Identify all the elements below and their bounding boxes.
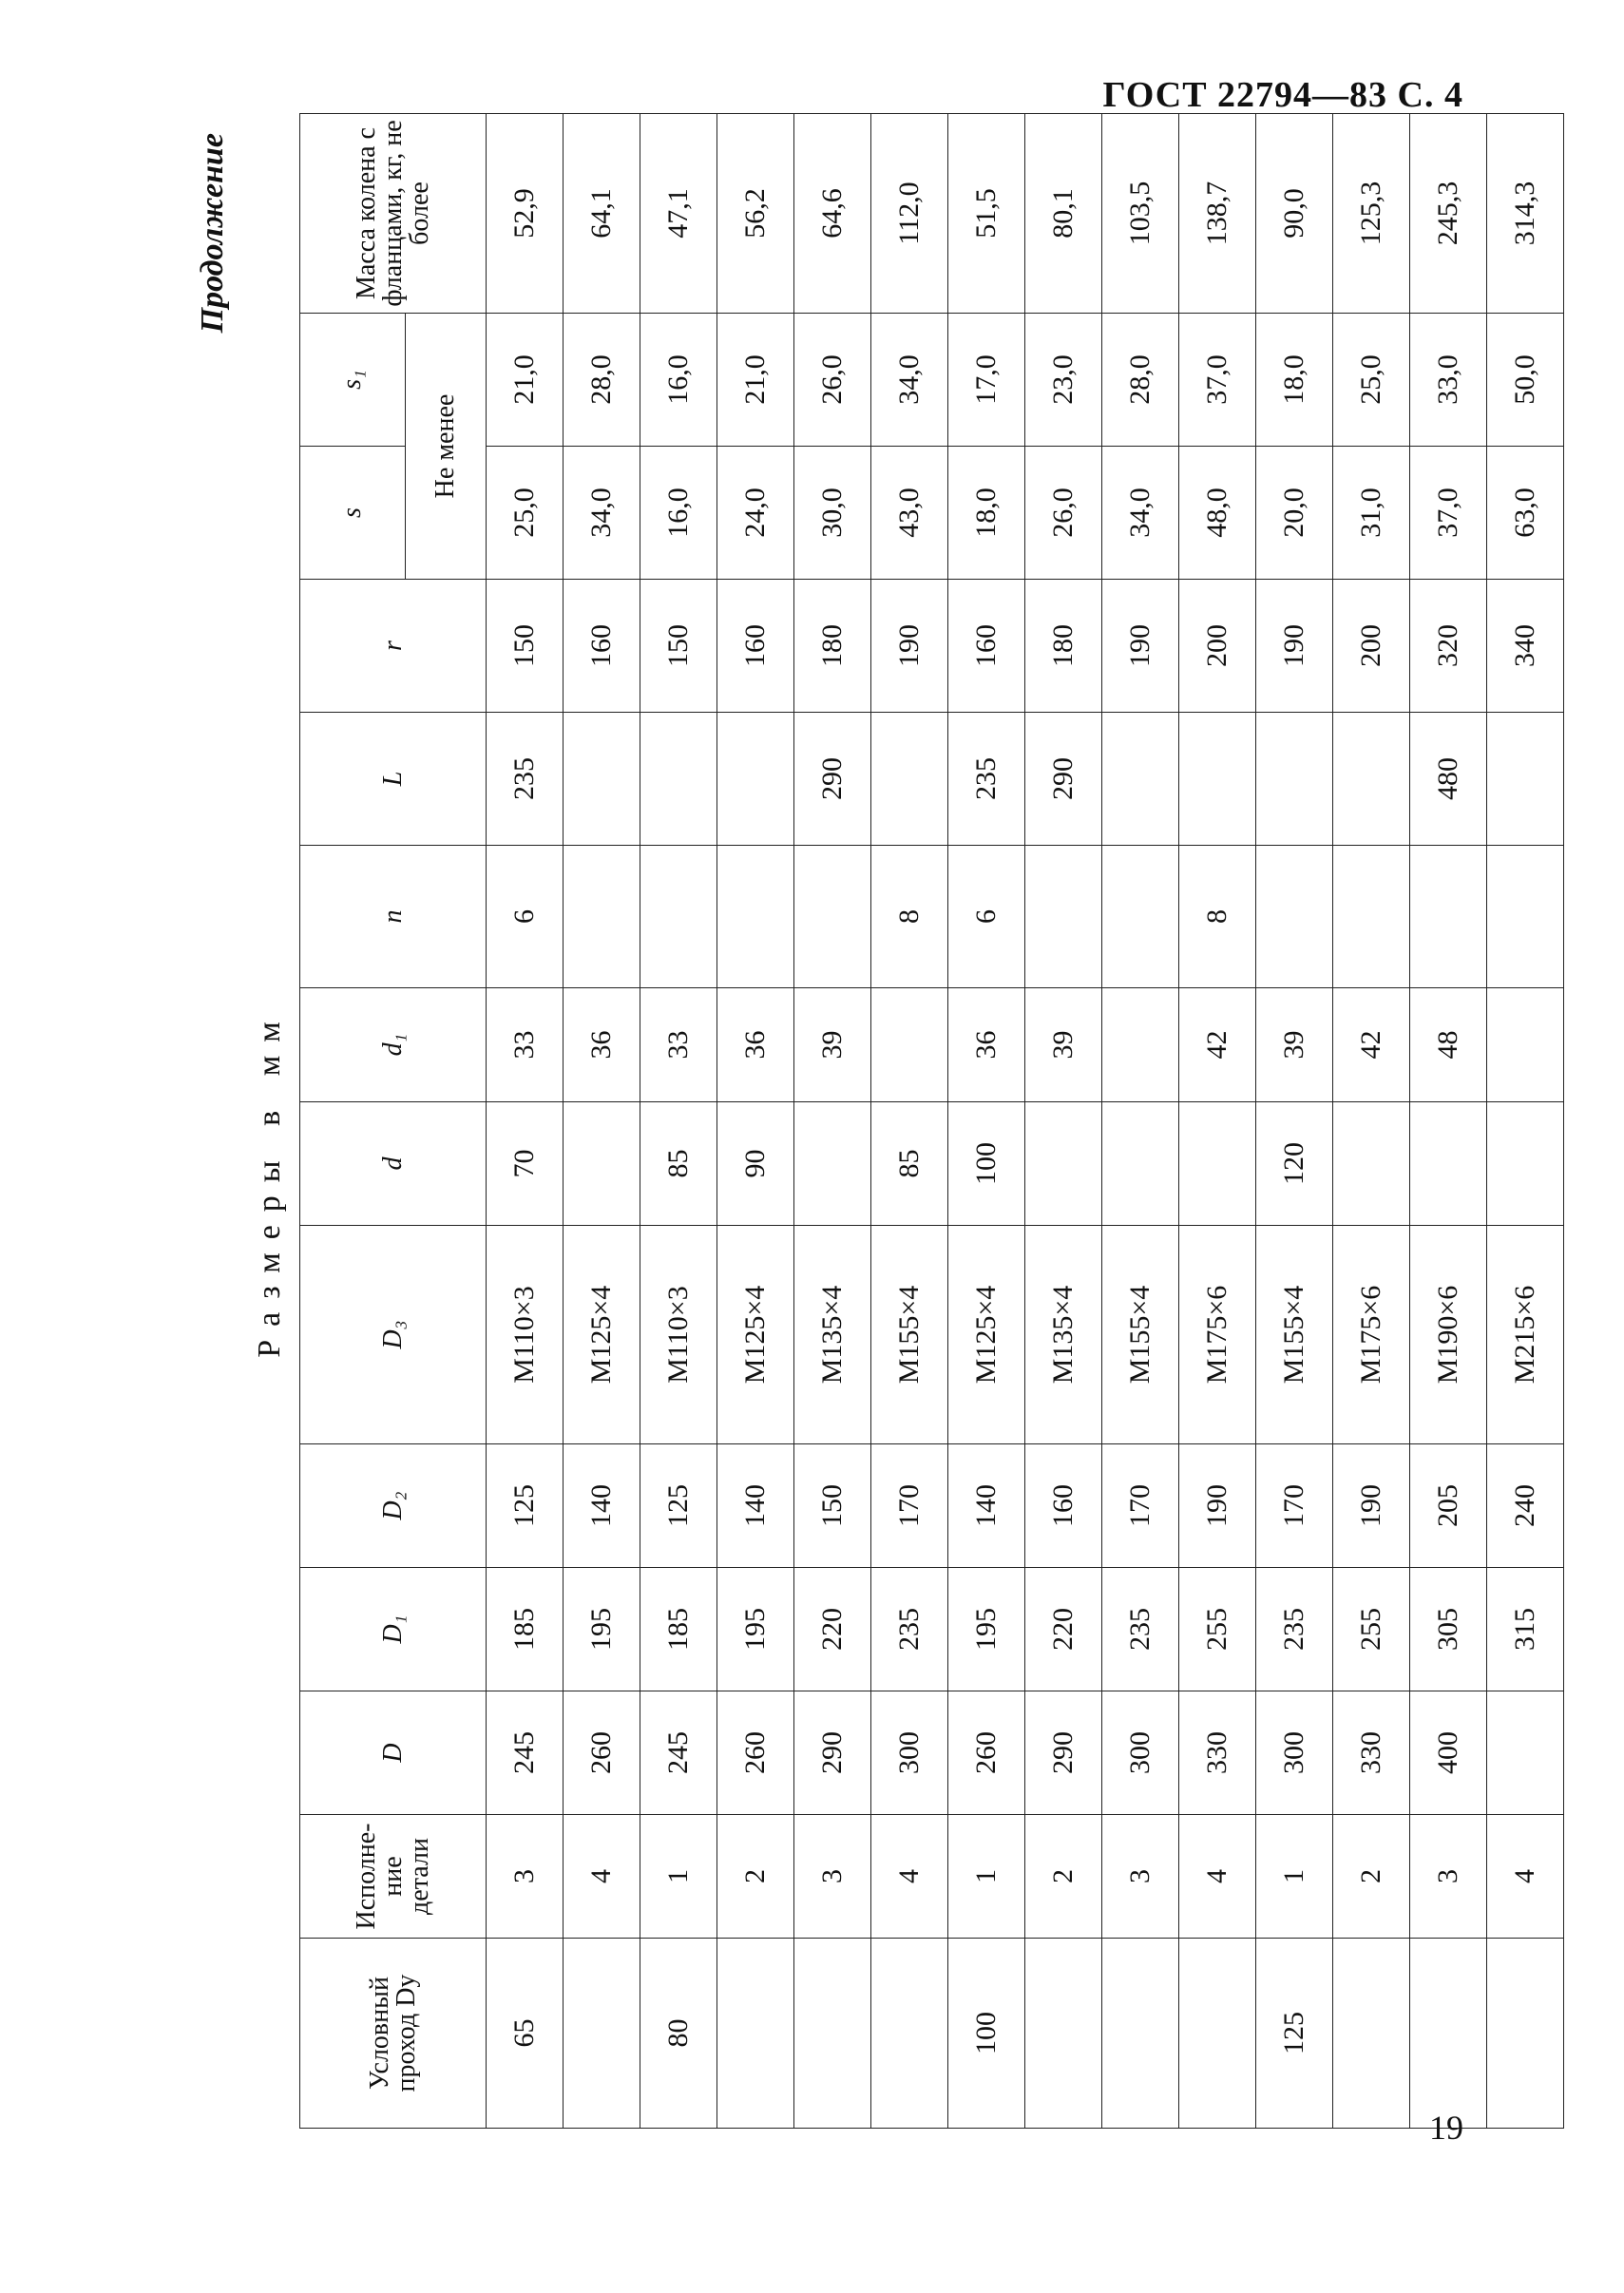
cell-d: 85 — [871, 1102, 948, 1226]
cell-d1: 39 — [1256, 988, 1333, 1102]
table-row — [640, 114, 717, 2129]
cell-d2: 140 — [564, 1444, 640, 1568]
cell-mass: 51,5 — [948, 114, 1025, 314]
cell-d: 85 — [640, 1102, 717, 1226]
cell-mass: 90,0 — [1256, 114, 1333, 314]
cell-d: 70 — [487, 1102, 564, 1226]
col-header-D3: D₃ — [300, 1226, 487, 1444]
cell-s: 18,0 — [948, 447, 1025, 580]
cell-d1: 235 — [1102, 1568, 1179, 1691]
cell-d2: 150 — [794, 1444, 871, 1568]
cell-variant: 3 — [794, 1815, 871, 1939]
cell-mass: 64,1 — [564, 114, 640, 314]
cell-s1: 28,0 — [564, 314, 640, 447]
cell-d1: 36 — [717, 988, 794, 1102]
cell-r: 200 — [1179, 580, 1256, 713]
cell-d1 — [871, 988, 948, 1102]
cell-l: 235 — [487, 713, 564, 846]
cell-d1: 305 — [1410, 1568, 1487, 1691]
cell-l — [1179, 713, 1256, 846]
cell-mass: 112,0 — [871, 114, 948, 314]
dimensions-table — [299, 113, 1564, 2129]
col-header-s1: s₁ — [300, 314, 406, 447]
cell-variant: 4 — [1179, 1815, 1256, 1939]
cell-d3: M125×4 — [717, 1226, 794, 1444]
table-row — [487, 114, 564, 2129]
continuation-label: Продолжение — [195, 133, 230, 334]
cell-d1: 220 — [794, 1568, 871, 1691]
cell-variant: 2 — [1025, 1815, 1102, 1939]
cell-d — [1410, 1102, 1487, 1226]
cell-n: 8 — [871, 846, 948, 988]
cell-d3: M175×6 — [1179, 1226, 1256, 1444]
table-row — [1333, 114, 1410, 2129]
cell-dy — [564, 1939, 640, 2129]
cell-variant: 2 — [1333, 1815, 1410, 1939]
cell-s: 25,0 — [487, 447, 564, 580]
cell-dy — [794, 1939, 871, 2129]
cell-d — [794, 1102, 871, 1226]
cell-d: 300 — [1102, 1691, 1179, 1815]
cell-d1: 185 — [487, 1568, 564, 1691]
cell-d1: 36 — [948, 988, 1025, 1102]
page-number: 19 — [1429, 2109, 1463, 2147]
cell-d1 — [1487, 988, 1564, 1102]
cell-d1: 48 — [1410, 988, 1487, 1102]
cell-s: 63,0 — [1487, 447, 1564, 580]
cell-r: 150 — [487, 580, 564, 713]
col-header-d: d — [300, 1102, 487, 1226]
table-row — [1410, 114, 1487, 2129]
table-row — [564, 114, 640, 2129]
col-header-D: D — [300, 1691, 487, 1815]
cell-d1: 255 — [1179, 1568, 1256, 1691]
col-header-not-less: Не менее — [406, 314, 487, 580]
cell-d: 120 — [1256, 1102, 1333, 1226]
cell-s: 48,0 — [1179, 447, 1256, 580]
cell-s: 37,0 — [1410, 447, 1487, 580]
cell-d3: M190×6 — [1410, 1226, 1487, 1444]
cell-l: 480 — [1410, 713, 1487, 846]
cell-s: 34,0 — [564, 447, 640, 580]
cell-n: 6 — [487, 846, 564, 988]
cell-n — [564, 846, 640, 988]
col-header-n: n — [300, 846, 487, 988]
table-row — [1179, 114, 1256, 2129]
cell-d1: 220 — [1025, 1568, 1102, 1691]
cell-s1: 28,0 — [1102, 314, 1179, 447]
cell-mass: 64,6 — [794, 114, 871, 314]
cell-d: 100 — [948, 1102, 1025, 1226]
cell-dy — [1179, 1939, 1256, 2129]
cell-d3: M155×4 — [1256, 1226, 1333, 1444]
cell-d2: 140 — [717, 1444, 794, 1568]
cell-dy: 125 — [1256, 1939, 1333, 2129]
cell-r: 190 — [1102, 580, 1179, 713]
cell-r: 150 — [640, 580, 717, 713]
cell-d3: M125×4 — [948, 1226, 1025, 1444]
table-row — [871, 114, 948, 2129]
cell-d3: M135×4 — [1025, 1226, 1102, 1444]
cell-n — [1410, 846, 1487, 988]
cell-n — [1102, 846, 1179, 988]
cell-n — [794, 846, 871, 988]
cell-r: 160 — [564, 580, 640, 713]
cell-d — [564, 1102, 640, 1226]
cell-d — [1179, 1102, 1256, 1226]
cell-dy — [1333, 1939, 1410, 2129]
cell-dy: 100 — [948, 1939, 1025, 2129]
cell-l — [1333, 713, 1410, 846]
cell-variant: 4 — [1487, 1815, 1564, 1939]
cell-n — [1256, 846, 1333, 988]
cell-d: 260 — [564, 1691, 640, 1815]
cell-d2: 140 — [948, 1444, 1025, 1568]
cell-r: 340 — [1487, 580, 1564, 713]
cell-variant: 4 — [564, 1815, 640, 1939]
cell-d1: 42 — [1333, 988, 1410, 1102]
cell-r: 180 — [794, 580, 871, 713]
cell-d1: 42 — [1179, 988, 1256, 1102]
table-body — [487, 114, 1564, 2129]
cell-d: 400 — [1410, 1691, 1487, 1815]
cell-d1: 195 — [564, 1568, 640, 1691]
cell-d1: 185 — [640, 1568, 717, 1691]
table-row — [948, 114, 1025, 2129]
cell-s1: 17,0 — [948, 314, 1025, 447]
table-row — [794, 114, 871, 2129]
cell-d2: 240 — [1487, 1444, 1564, 1568]
cell-d1: 36 — [564, 988, 640, 1102]
cell-r: 160 — [948, 580, 1025, 713]
col-header-s: s — [300, 447, 406, 580]
cell-variant: 3 — [487, 1815, 564, 1939]
col-header-d1: d₁ — [300, 988, 487, 1102]
cell-r: 160 — [717, 580, 794, 713]
cell-variant: 1 — [640, 1815, 717, 1939]
cell-variant: 3 — [1410, 1815, 1487, 1939]
cell-n — [1487, 846, 1564, 988]
col-header-r: r — [300, 580, 487, 713]
cell-d3: M110×3 — [487, 1226, 564, 1444]
cell-dy — [717, 1939, 794, 2129]
cell-mass: 47,1 — [640, 114, 717, 314]
cell-s: 43,0 — [871, 447, 948, 580]
cell-s: 24,0 — [717, 447, 794, 580]
cell-d — [1487, 1102, 1564, 1226]
cell-l — [1487, 713, 1564, 846]
cell-d2: 125 — [487, 1444, 564, 1568]
cell-mass: 314,3 — [1487, 114, 1564, 314]
cell-mass: 103,5 — [1102, 114, 1179, 314]
cell-s1: 26,0 — [794, 314, 871, 447]
cell-variant: 1 — [948, 1815, 1025, 1939]
dimensions-caption: Размеры в мм — [252, 1008, 287, 1358]
cell-mass: 80,1 — [1025, 114, 1102, 314]
cell-s1: 21,0 — [487, 314, 564, 447]
cell-s1: 16,0 — [640, 314, 717, 447]
cell-s1: 37,0 — [1179, 314, 1256, 447]
cell-r: 190 — [1256, 580, 1333, 713]
col-header-D1: D₁ — [300, 1568, 487, 1691]
document-header: ГОСТ 22794—83 С. 4 — [1102, 75, 1463, 115]
cell-d3: M215×6 — [1487, 1226, 1564, 1444]
cell-d2: 205 — [1410, 1444, 1487, 1568]
cell-d3: M135×4 — [794, 1226, 871, 1444]
cell-l — [871, 713, 948, 846]
col-header-dy: Условный проход Dу — [300, 1939, 487, 2129]
cell-s1: 21,0 — [717, 314, 794, 447]
table-row — [1256, 114, 1333, 2129]
cell-mass: 138,7 — [1179, 114, 1256, 314]
cell-s1: 25,0 — [1333, 314, 1410, 447]
cell-s1: 50,0 — [1487, 314, 1564, 447]
cell-d3: M125×4 — [564, 1226, 640, 1444]
cell-n — [1333, 846, 1410, 988]
cell-d: 290 — [794, 1691, 871, 1815]
col-header-D2: D₂ — [300, 1444, 487, 1568]
cell-d3: M155×4 — [871, 1226, 948, 1444]
cell-mass: 52,9 — [487, 114, 564, 314]
cell-s: 34,0 — [1102, 447, 1179, 580]
cell-l — [564, 713, 640, 846]
cell-d — [1025, 1102, 1102, 1226]
cell-variant: 3 — [1102, 1815, 1179, 1939]
cell-n — [717, 846, 794, 988]
cell-d1: 255 — [1333, 1568, 1410, 1691]
cell-d: 290 — [1025, 1691, 1102, 1815]
cell-d1 — [1102, 988, 1179, 1102]
cell-d3: M155×4 — [1102, 1226, 1179, 1444]
cell-d2: 125 — [640, 1444, 717, 1568]
cell-d: 245 — [487, 1691, 564, 1815]
col-header-variant: Исполне-ние детали — [300, 1815, 487, 1939]
cell-d2: 170 — [1102, 1444, 1179, 1568]
cell-l — [640, 713, 717, 846]
table-row — [717, 114, 794, 2129]
cell-l — [717, 713, 794, 846]
cell-d1: 235 — [1256, 1568, 1333, 1691]
cell-r: 190 — [871, 580, 948, 713]
cell-d: 330 — [1179, 1691, 1256, 1815]
cell-d — [1333, 1102, 1410, 1226]
cell-dy — [871, 1939, 948, 2129]
cell-s: 16,0 — [640, 447, 717, 580]
cell-d2: 160 — [1025, 1444, 1102, 1568]
col-header-mass: Масса колена с фланцами, кг, не более — [300, 114, 487, 314]
cell-d: 260 — [717, 1691, 794, 1815]
cell-dy: 80 — [640, 1939, 717, 2129]
cell-l — [1102, 713, 1179, 846]
cell-d — [1487, 1691, 1564, 1815]
cell-mass: 125,3 — [1333, 114, 1410, 314]
cell-d3: M110×3 — [640, 1226, 717, 1444]
cell-mass: 245,3 — [1410, 114, 1487, 314]
cell-d: 300 — [871, 1691, 948, 1815]
cell-s1: 33,0 — [1410, 314, 1487, 447]
cell-d: 300 — [1256, 1691, 1333, 1815]
cell-l: 290 — [1025, 713, 1102, 846]
table-row — [1487, 114, 1564, 2129]
cell-d1: 195 — [717, 1568, 794, 1691]
cell-d: 330 — [1333, 1691, 1410, 1815]
cell-d2: 190 — [1179, 1444, 1256, 1568]
cell-dy: 65 — [487, 1939, 564, 2129]
col-header-L: L — [300, 713, 487, 846]
cell-dy — [1487, 1939, 1564, 2129]
cell-s: 26,0 — [1025, 447, 1102, 580]
cell-d1: 315 — [1487, 1568, 1564, 1691]
cell-s1: 34,0 — [871, 314, 948, 447]
cell-n — [640, 846, 717, 988]
cell-d3: M175×6 — [1333, 1226, 1410, 1444]
cell-s1: 23,0 — [1025, 314, 1102, 447]
cell-s: 20,0 — [1256, 447, 1333, 580]
cell-r: 320 — [1410, 580, 1487, 713]
cell-variant: 4 — [871, 1815, 948, 1939]
cell-n: 8 — [1179, 846, 1256, 988]
cell-d1: 235 — [871, 1568, 948, 1691]
table-row — [1102, 114, 1179, 2129]
rotated-table-sheet — [195, 120, 1540, 2129]
cell-d: 90 — [717, 1102, 794, 1226]
cell-variant: 1 — [1256, 1815, 1333, 1939]
cell-d2: 170 — [871, 1444, 948, 1568]
cell-r: 180 — [1025, 580, 1102, 713]
cell-d1: 33 — [487, 988, 564, 1102]
cell-dy — [1025, 1939, 1102, 2129]
cell-variant: 2 — [717, 1815, 794, 1939]
table-row — [1025, 114, 1102, 2129]
cell-d1: 195 — [948, 1568, 1025, 1691]
cell-d: 245 — [640, 1691, 717, 1815]
cell-s: 31,0 — [1333, 447, 1410, 580]
cell-d2: 190 — [1333, 1444, 1410, 1568]
cell-d1: 39 — [1025, 988, 1102, 1102]
cell-s: 30,0 — [794, 447, 871, 580]
cell-n — [1025, 846, 1102, 988]
cell-d1: 39 — [794, 988, 871, 1102]
cell-d: 260 — [948, 1691, 1025, 1815]
cell-d1: 33 — [640, 988, 717, 1102]
cell-l — [1256, 713, 1333, 846]
cell-d2: 170 — [1256, 1444, 1333, 1568]
cell-r: 200 — [1333, 580, 1410, 713]
cell-s1: 18,0 — [1256, 314, 1333, 447]
cell-dy — [1410, 1939, 1487, 2129]
cell-l: 290 — [794, 713, 871, 846]
cell-l: 235 — [948, 713, 1025, 846]
cell-mass: 56,2 — [717, 114, 794, 314]
cell-n: 6 — [948, 846, 1025, 988]
cell-d — [1102, 1102, 1179, 1226]
cell-dy — [1102, 1939, 1179, 2129]
